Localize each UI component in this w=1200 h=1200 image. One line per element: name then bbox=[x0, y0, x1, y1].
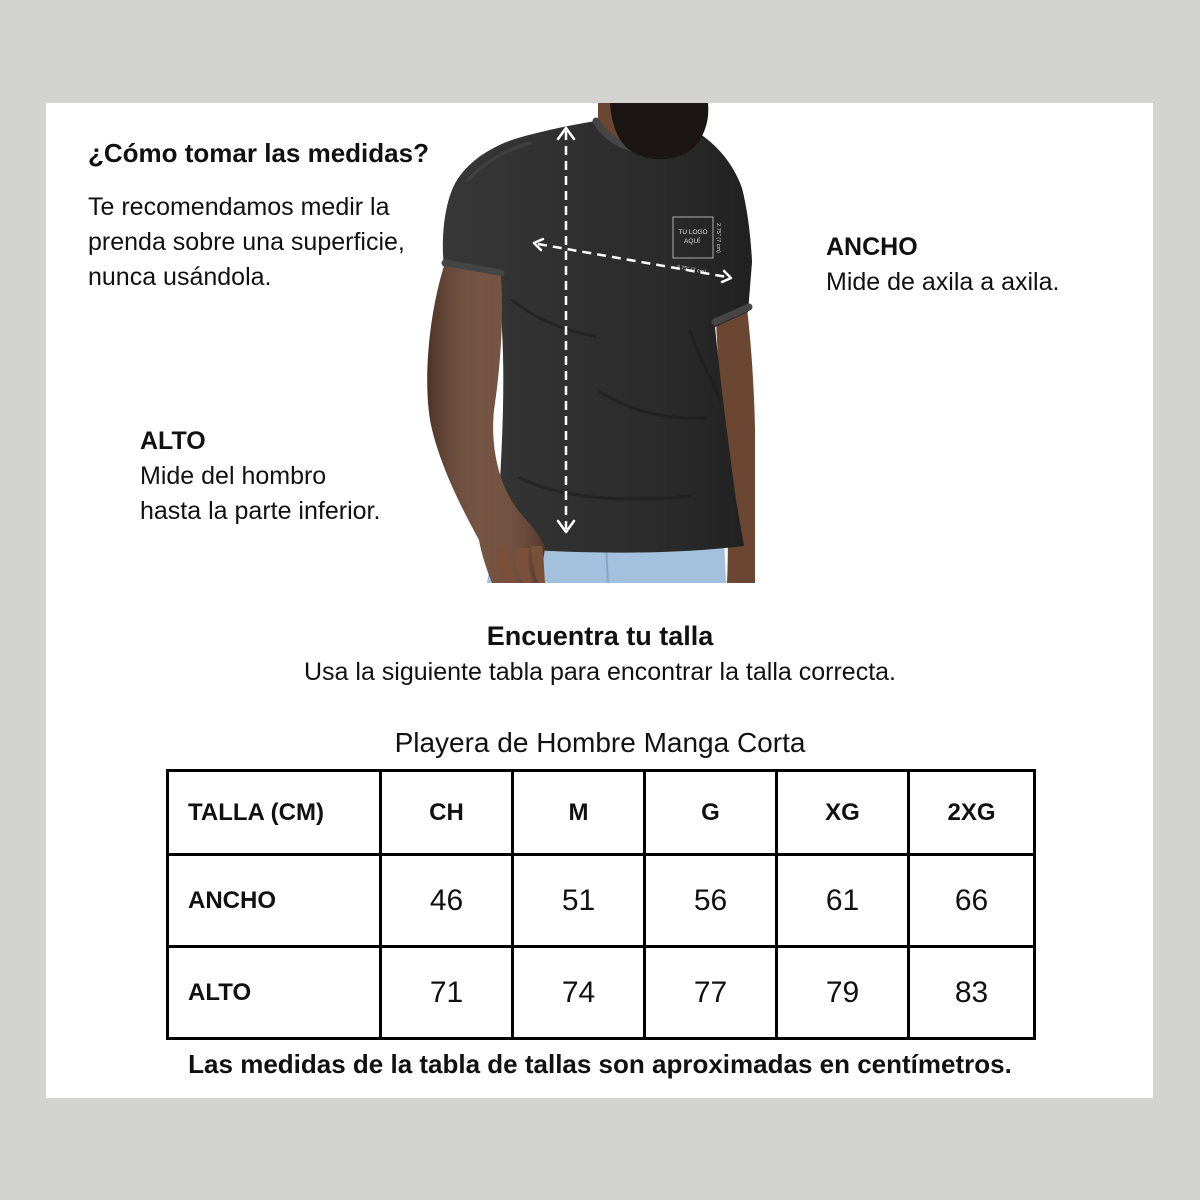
row-label-alto: ALTO bbox=[168, 947, 381, 1039]
width-instructions bbox=[826, 230, 1059, 300]
table-header-size-label: TALLA (CM) bbox=[168, 771, 381, 855]
row-label-ancho: ANCHO bbox=[168, 855, 381, 947]
table-cell: 46 bbox=[381, 855, 513, 947]
how-to-line: prenda sobre una superficie, bbox=[88, 228, 405, 256]
table-cell: 71 bbox=[381, 947, 513, 1039]
height-label: ALTO bbox=[140, 427, 206, 455]
model-photo bbox=[425, 103, 755, 583]
how-to-line: Te recomendamos medir la bbox=[88, 193, 390, 221]
logo-width-label: 2.75" (7 cm) bbox=[675, 264, 707, 276]
how-to-line: nunca usándola. bbox=[88, 263, 272, 291]
height-instructions bbox=[140, 424, 380, 529]
table-row-ancho bbox=[168, 855, 1035, 947]
table-cell: 66 bbox=[909, 855, 1035, 947]
find-size-subtitle: Usa la siguiente tabla para encontrar la talla correcta. bbox=[304, 658, 896, 686]
table-header-size: XG bbox=[777, 771, 909, 855]
table-caption: Playera de Hombre Manga Corta bbox=[394, 727, 806, 758]
height-description-line: Mide del hombro bbox=[140, 462, 327, 490]
logo-placeholder-line: AQUÍ bbox=[684, 238, 700, 245]
table-cell: 83 bbox=[909, 947, 1035, 1039]
width-label: ANCHO bbox=[826, 233, 918, 261]
width-description: Mide de axila a axila. bbox=[826, 268, 1060, 296]
table-header-size: 2XG bbox=[909, 771, 1035, 855]
find-size-title: Encuentra tu talla bbox=[486, 621, 714, 651]
table-cell: 56 bbox=[645, 855, 777, 947]
table-cell: 74 bbox=[513, 947, 645, 1039]
table-header-size: CH bbox=[381, 771, 513, 855]
how-to-measure-title: ¿Cómo tomar las medidas? bbox=[88, 138, 429, 168]
table-cell: 79 bbox=[777, 947, 909, 1039]
table-header-size: G bbox=[645, 771, 777, 855]
table-cell: 61 bbox=[777, 855, 909, 947]
table-cell: 77 bbox=[645, 947, 777, 1039]
logo-height-label: 2.75" (7 cm) bbox=[715, 223, 721, 253]
size-table bbox=[166, 769, 1036, 1040]
how-to-measure-text bbox=[88, 190, 405, 295]
table-footnote: Las medidas de la tabla de tallas son aproximadas en centímetros. bbox=[188, 1049, 1012, 1079]
table-header-size: M bbox=[513, 771, 645, 855]
table-header-row bbox=[168, 771, 1035, 855]
height-description-line: hasta la parte inferior. bbox=[140, 497, 381, 525]
logo-placeholder-line: TU LOGO bbox=[678, 229, 708, 236]
table-row-alto bbox=[168, 947, 1035, 1039]
table-cell: 51 bbox=[513, 855, 645, 947]
